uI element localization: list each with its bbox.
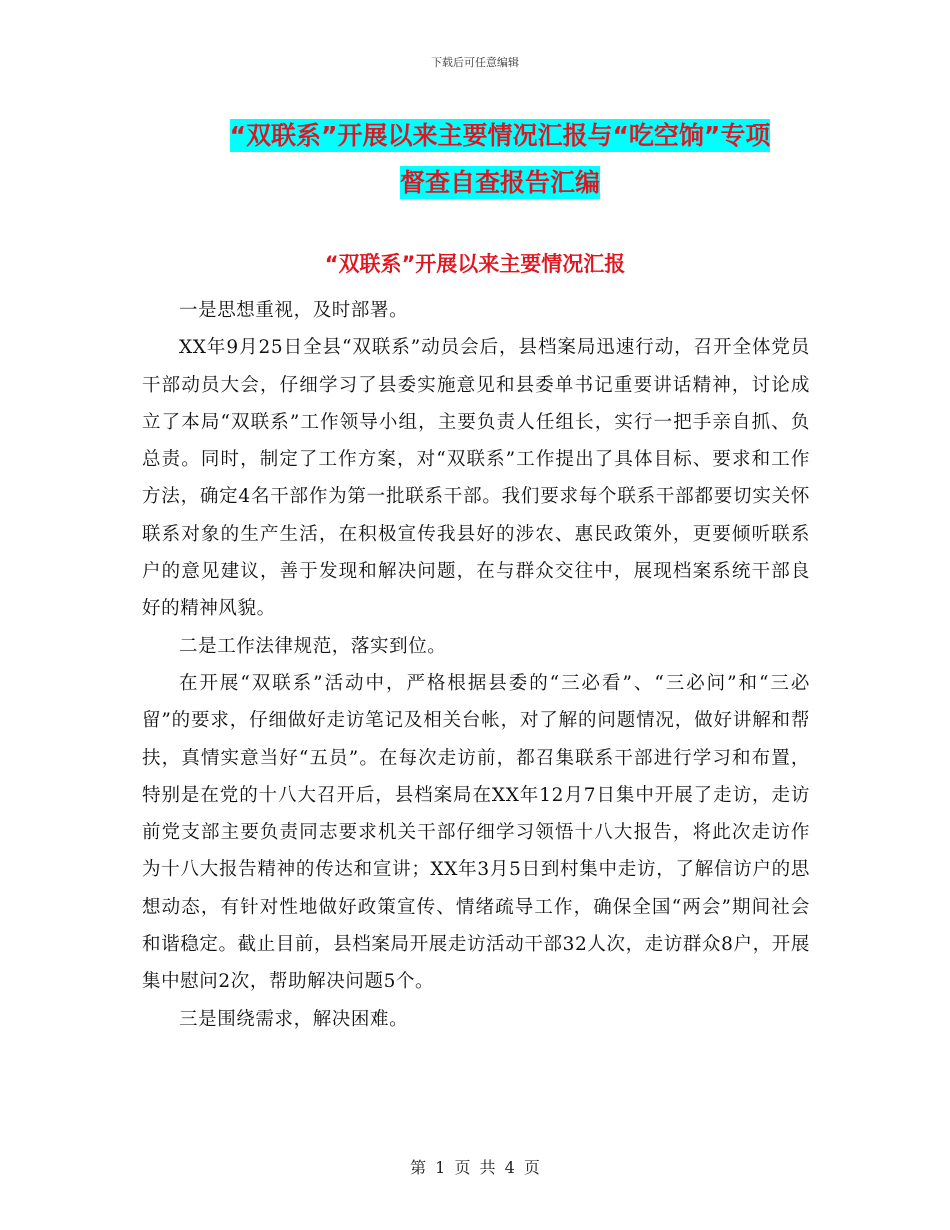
document-body bbox=[142, 292, 810, 1038]
paragraph-heading-2: 二是工作法律规范，落实到位。 bbox=[179, 635, 447, 657]
document-title-line-2: 督查自查报告汇编 bbox=[399, 168, 600, 197]
document-title bbox=[120, 112, 880, 206]
paragraph: 在开展“双联系”活动中，严格根据县委的“三必看”、“三必问”和“三必留”的要求，仔细做好走访笔记及相关台帐，对了解的问题情况，做好讲解和帮扶，真情实意当好“五员”。在每次走访前，都召集联系干部进行学习和布置，特别是在党的十八大召开后，县档案局在XX年12月7日集中开展了走访，走访前党支部主要负责同志要求机关干部仔细学习领悟十八大报告，将此次走访作为十八大报告精神的传达和宣讲；XX年3月5日到村集中走访，了解信访户的思想动态，有针对性地做好政策宣传、情绪疏导工作，确保全国“两会”期间社会和谐稳定。截止目前，县档案局开展走访活动干部32人次，走访群众8户，开展集中慰问2次，帮助解决问题5个。 bbox=[142, 672, 810, 993]
paragraph-heading-1: 一是思想重视，及时部署。 bbox=[179, 300, 409, 321]
paragraph-heading-3: 三是围绕需求，解决困难。 bbox=[179, 1008, 409, 1030]
page-footer: 第 1 页 共 4 页 bbox=[410, 1158, 540, 1177]
paragraph: XX年9月25日全县“双联系”动员会后，县档案局迅速行动，召开全体党员干部动员大会，仔细学习了县委实施意见和县委单书记重要讲话精神，讨论成立了本局“双联系”工作领导小组，主要负责人任组长，实行一把手亲自抓、负总责。同时，制定了工作方案，对“双联系”工作提出了具体目标、要求和工作方法，确定4名干部作为第一批联系干部。我们要求每个联系干部都要切实关怀联系对象的生产生活，在积极宣传我县好的涉农、惠民政策外，更要倾听联系户的意见建议，善于发现和解决问题，在与群众交往中，展现档案系统干部良好的精神风貌。 bbox=[142, 337, 810, 620]
section-title: “双联系”开展以来主要情况汇报 bbox=[324, 252, 626, 276]
document-title-line-1: “双联系”开展以来主要情况汇报与“吃空饷”专项 bbox=[229, 121, 771, 150]
header-note: 下载后可任意编辑 bbox=[431, 56, 519, 69]
